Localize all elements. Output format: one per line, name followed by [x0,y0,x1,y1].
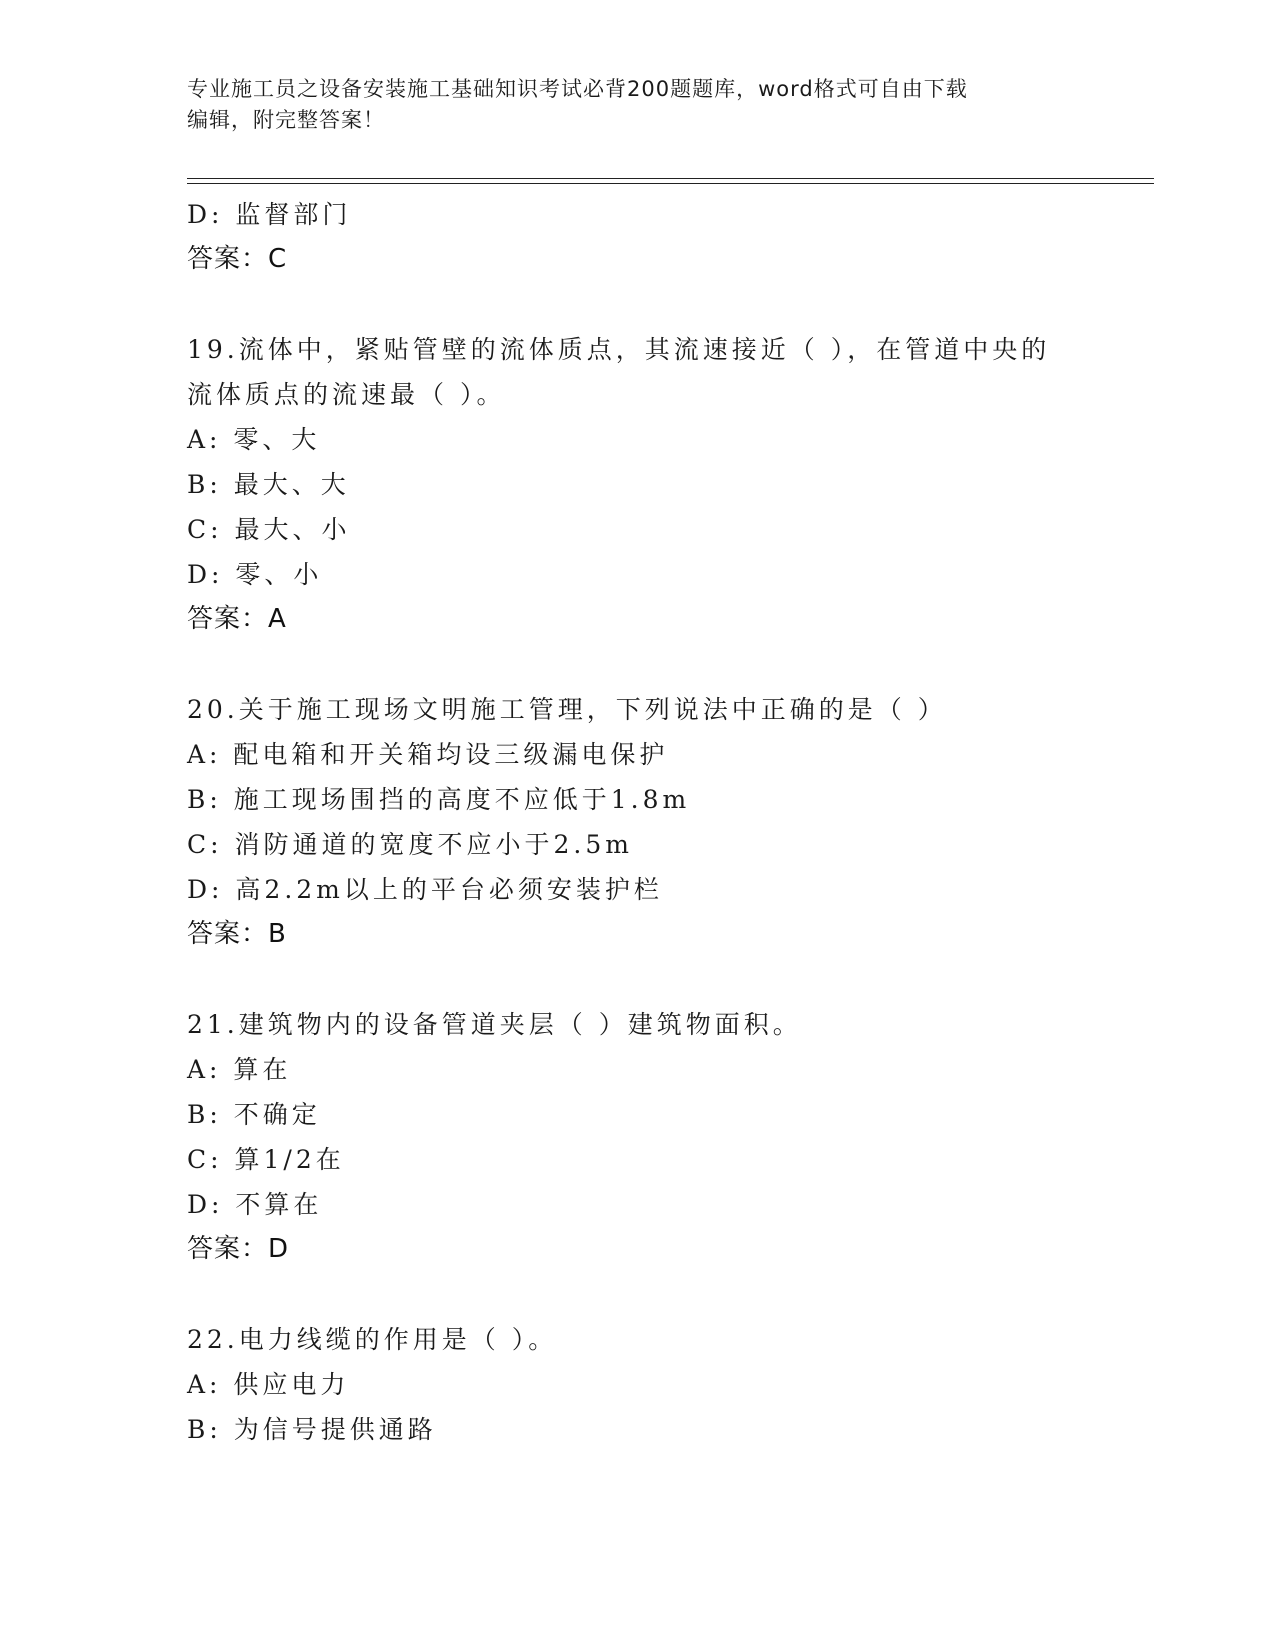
question-text: 流体质点的流速最（ ）。 [187,380,506,409]
option-c: C: 最大、小 [187,515,351,544]
previous-question-tail [187,192,1147,282]
question-text: 21.建筑物内的设备管道夹层（ ）建筑物面积。 [187,1010,802,1039]
question-21 [187,1002,1147,1272]
option-c: C: 算1/2在 [187,1145,345,1174]
option-a: A: 配电箱和开关箱均设三级漏电保护 [187,740,669,769]
option-d: D: 监督部门 [187,200,352,229]
question-text: 20.关于施工现场文明施工管理，下列说法中正确的是（ ） [187,695,947,724]
answer-line: 答案：B [187,919,287,949]
question-text: 19.流体中，紧贴管壁的流体质点，其流速接近（ ），在管道中央的 [187,335,1051,364]
page-header [187,74,1087,136]
question-22 [187,1317,1147,1452]
question-20 [187,687,1147,957]
answer-line: 答案：A [187,604,287,634]
spacer [187,1272,1147,1317]
option-b: B: 为信号提供通路 [187,1415,437,1444]
header-line-1: 专业施工员之设备安装施工基础知识考试必背200题题库，word格式可自由下载 [187,77,968,101]
option-d: D: 高2.2m以上的平台必须安装护栏 [187,875,663,904]
option-b: B: 不确定 [187,1100,321,1129]
header-divider [187,178,1154,184]
answer-line: 答案：D [187,1234,290,1264]
header-line-2: 编辑，附完整答案！ [187,108,385,132]
option-b: B: 最大、大 [187,470,350,499]
option-a: A: 供应电力 [187,1370,350,1399]
option-d: D: 零、小 [187,560,323,589]
question-list [187,192,1147,1452]
spacer [187,957,1147,1002]
option-a: A: 零、大 [187,425,321,454]
option-b: B: 施工现场围挡的高度不应低于1.8m [187,785,691,814]
question-text: 22.电力线缆的作用是（ ）。 [187,1325,558,1354]
option-a: A: 算在 [187,1055,292,1084]
answer-line: 答案：C [187,244,288,274]
option-c: C: 消防通道的宽度不应小于2.5m [187,830,633,859]
spacer [187,282,1147,327]
spacer [187,642,1147,687]
option-d: D: 不算在 [187,1190,323,1219]
question-19 [187,327,1147,642]
